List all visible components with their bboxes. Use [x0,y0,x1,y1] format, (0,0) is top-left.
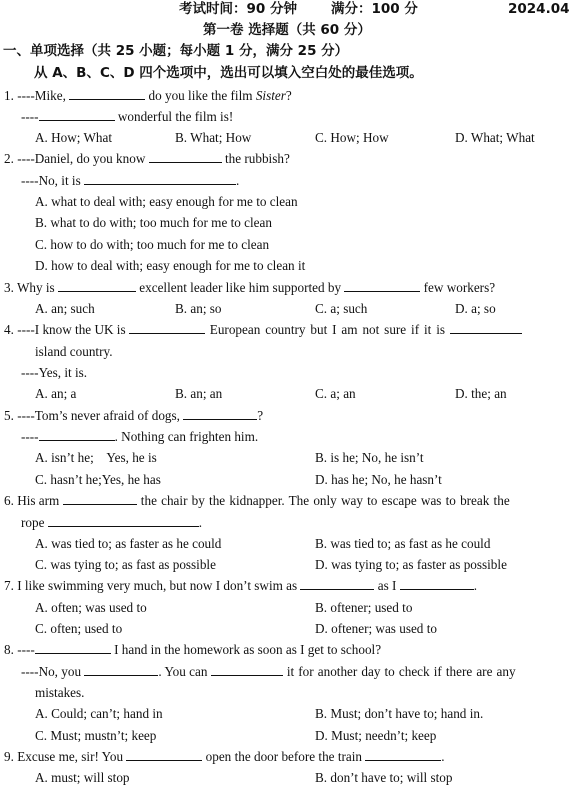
question-text: as I [374,578,400,593]
answer-blank [84,663,158,676]
question-text: ----No, you [21,664,85,679]
question-5-line-2 [21,428,258,446]
question-text: . Nothing can frighten him. [114,429,259,444]
question-number: 4. [4,322,14,337]
question-text: His arm [17,493,63,508]
question-text: ---- [17,642,35,657]
question-1-line-1 [4,87,292,105]
question-number: 2. [4,151,14,166]
question-text: ----Tom’s never afraid of dogs, [17,408,184,423]
question-text: ---- [21,429,39,444]
option-a[interactable]: A. isn’t he; Yes, he is [35,450,157,465]
option-b[interactable]: B. what to do with; too much for me to clean [35,215,272,230]
answer-blank [63,492,137,505]
question-text: open the door before the train [202,749,366,764]
option-a[interactable]: A. Could; can’t; hand in [35,706,163,721]
section-instruction: 从 A、B、C、D 四个选项中，选出可以填入空白处的最佳选项。 [34,65,423,81]
option-b[interactable]: B. Must; don’t have to; hand in. [315,706,484,721]
exam-date: 2024.04 [508,1,570,17]
section-title: 一、单项选择（共 25 小题；每小题 1 分，满分 25 分） [3,43,349,59]
question-text: ----Mike, [17,88,70,103]
question-4-line-1 [4,321,522,339]
option-c[interactable]: C. hasn’t he;Yes, he has [35,472,161,487]
option-c[interactable]: C. a; such [315,301,368,316]
question-text: ----No, it is [21,173,84,188]
question-number: 3. [4,280,14,295]
question-text: few workers? [420,280,496,295]
exam-time: 考试时间：90 分钟 [179,1,297,17]
question-text: . [473,578,478,593]
option-a[interactable]: A. what to deal with; easy enough for me to clean [35,194,298,209]
option-b[interactable]: B. don’t have to; will stop [315,770,453,785]
option-b[interactable]: B. is he; No, he isn’t [315,450,424,465]
question-number: 8. [4,642,14,657]
option-d[interactable]: D. What; What [455,130,535,145]
option-a[interactable]: A. was tied to; as faster as he could [35,536,222,551]
question-text: I like swimming very much, but now I don’t swim as [17,578,301,593]
question-1-line-2 [21,108,233,126]
option-a[interactable]: A. an; such [35,301,95,316]
question-2-line-1 [4,150,290,168]
question-text: ----Daniel, do you know [17,151,149,166]
answer-blank [211,663,283,676]
question-8-line-1 [4,641,381,659]
question-3-line-1 [4,279,495,297]
question-2-line-2 [21,172,239,190]
part-title: 第一卷 选择题（共 60 分） [203,22,371,38]
full-score: 满分：100 分 [331,1,418,17]
option-a[interactable]: A. an; a [35,386,77,401]
answer-blank [300,577,374,590]
question-number: 6. [4,493,14,508]
answer-blank [69,87,145,100]
question-5-line-1 [4,407,263,425]
question-text: . [198,515,203,530]
question-text: the chair by the kidnapper. The only way to escape was to break the [136,493,510,508]
answer-blank [58,279,136,292]
option-d[interactable]: D. the; an [455,386,507,401]
answer-blank [450,321,522,334]
option-c[interactable]: C. Must; mustn’t; keep [35,728,157,743]
option-b[interactable]: B. oftener; used to [315,600,413,615]
option-d[interactable]: D. Must; needn’t; keep [315,728,437,743]
answer-blank [183,407,257,420]
answer-blank [39,428,115,441]
option-b[interactable]: B. was tied to; as fast as he could [315,536,491,551]
question-text: ----I know the UK is [17,322,129,337]
question-text: wonderful the film is! [114,109,234,124]
question-text: . You can [158,664,211,679]
question-number: 1. [4,88,14,103]
question-text: Excuse me, sir! You [17,749,127,764]
question-text: ? [257,408,264,423]
option-c[interactable]: C. How; How [315,130,389,145]
question-number: 9. [4,749,14,764]
answer-blank [39,108,115,121]
answer-blank [48,514,199,527]
option-a[interactable]: A. must; will stop [35,770,130,785]
answer-blank [35,641,111,654]
question-text: I hand in the homework as soon as I get to school? [110,642,382,657]
question-text: it for another day to check if there are any [282,664,516,679]
option-d[interactable]: D. was tying to; as faster as possible [315,557,507,572]
answer-blank [149,150,222,163]
option-c[interactable]: C. was tying to; as fast as possible [35,557,216,572]
film-title: Sister [255,88,286,103]
option-a[interactable]: A. How; What [35,130,113,145]
question-7-line-1 [4,577,477,595]
question-text: Why is [16,280,58,295]
option-b[interactable]: B. an; an [175,386,223,401]
option-c[interactable]: C. how to do with; too much for me to clean [35,237,270,252]
question-8-line-2 [21,663,516,681]
answer-blank [365,748,441,761]
question-text: . [236,173,240,188]
answer-blank [126,748,202,761]
option-d[interactable]: D. oftener; was used to [315,621,437,636]
question-number: 5. [4,408,14,423]
question-text: ---- [21,109,39,124]
answer-blank [129,321,205,334]
question-text: ? [285,88,292,103]
question-text: do you like the film [145,88,256,103]
question-text: rope [21,515,48,530]
question-6-line-2 [21,514,202,532]
option-c[interactable]: C. often; used to [35,621,123,636]
option-d[interactable]: D. a; so [455,301,496,316]
option-c[interactable]: C. a; an [315,386,356,401]
question-text: European country but I am not sure if it is [204,322,450,337]
question-text: the rubbish? [221,151,290,166]
question-4-line-2: island country. [35,344,113,359]
question-9-line-1 [4,748,445,766]
option-d[interactable]: D. how to deal with; easy enough for me to clean it [35,258,306,273]
question-4-line-3: ----Yes, it is. [21,365,88,380]
question-8-line-3: mistakes. [35,685,85,700]
question-text: excellent leader like him supported by [135,280,345,295]
question-text: . [441,749,445,764]
answer-blank [84,172,236,185]
option-d[interactable]: D. has he; No, he hasn’t [315,472,442,487]
option-b[interactable]: B. What; How [175,130,252,145]
answer-blank [344,279,420,292]
question-number: 7. [4,578,14,593]
option-a[interactable]: A. often; was used to [35,600,147,615]
question-6-line-1 [4,492,510,510]
answer-blank [400,577,474,590]
option-b[interactable]: B. an; so [175,301,222,316]
